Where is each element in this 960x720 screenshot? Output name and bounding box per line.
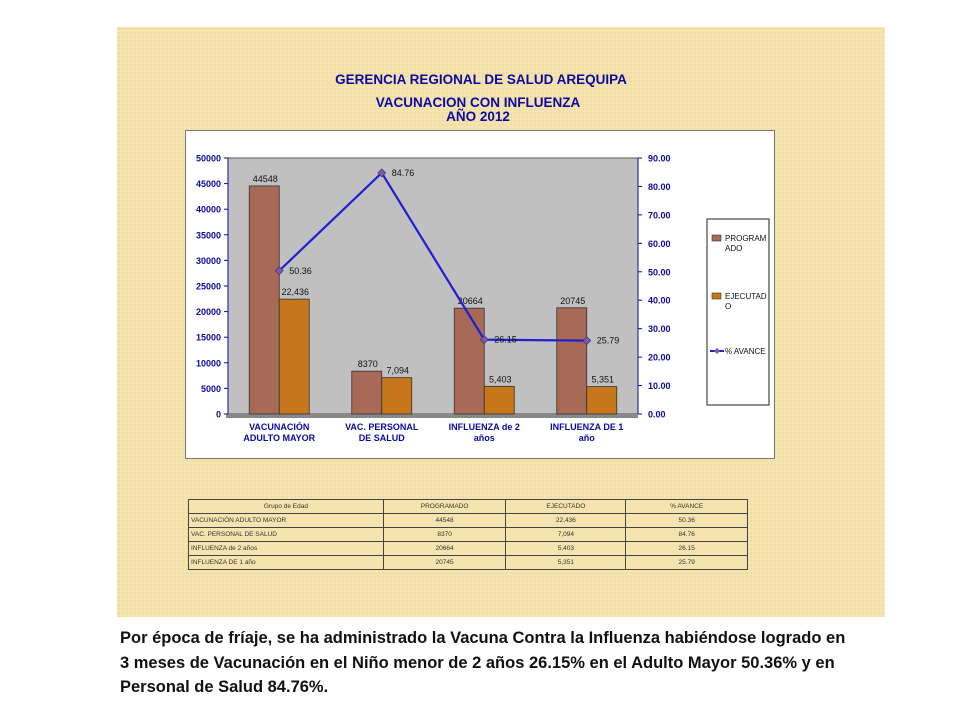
x-axis-category-label: DE SALUD xyxy=(358,433,405,443)
x-axis-category-label: INFLUENZA de 2 xyxy=(448,422,520,432)
left-axis-tick-label: 25000 xyxy=(195,281,221,292)
left-axis-tick-label: 35000 xyxy=(195,230,221,241)
left-axis-tick-label: 50000 xyxy=(195,153,221,164)
table-cell: 20745 xyxy=(383,556,505,570)
bar-programado xyxy=(352,371,382,414)
bar-value-label: 8370 xyxy=(357,359,378,370)
legend-swatch xyxy=(712,235,721,241)
table-cell: 44548 xyxy=(383,514,505,528)
table-cell: INFLUENZA de 2 años xyxy=(189,542,384,556)
table-cell: INFLUENZA DE 1 año xyxy=(189,556,384,570)
data-table xyxy=(188,499,748,570)
line-value-label: 26.15 xyxy=(494,334,517,345)
right-axis-tick-label: 80.00 xyxy=(648,181,671,192)
chart-title: GERENCIA REGIONAL DE SALUD AREQUIPA xyxy=(335,72,627,87)
table-cell: 50.36 xyxy=(626,514,748,528)
legend-label: ADO xyxy=(725,244,743,253)
bar-ejecutado xyxy=(279,299,309,414)
legend-label: % AVANCE xyxy=(725,347,766,356)
bar-value-label: 5,351 xyxy=(591,374,615,385)
bar-value-label: 44548 xyxy=(252,173,278,184)
left-axis-tick-label: 15000 xyxy=(195,332,221,343)
left-axis-tick-label: 40000 xyxy=(195,204,221,215)
table-cell: 84.76 xyxy=(626,528,748,542)
table-row xyxy=(189,514,748,528)
bar-ejecutado xyxy=(484,386,514,414)
bar-programado xyxy=(454,308,484,414)
bar-programado xyxy=(249,186,279,414)
bar-value-label: 20745 xyxy=(560,295,586,306)
table-header-cell: Grupo de Edad xyxy=(189,500,384,514)
table-cell: VACUNACIÓN ADULTO MAYOR xyxy=(189,514,384,528)
table-cell: 5,403 xyxy=(506,542,626,556)
bar-value-label: 22,436 xyxy=(281,287,310,298)
left-axis-tick-label: 45000 xyxy=(195,179,221,190)
bar-ejecutado xyxy=(587,387,617,414)
x-axis-category-label: VAC. PERSONAL xyxy=(345,422,419,432)
chart-subtitle-line-2: AÑO 2012 xyxy=(446,109,510,124)
legend-label: EJECUTAD xyxy=(725,292,767,301)
right-axis-tick-label: 10.00 xyxy=(648,381,671,392)
right-axis-tick-label: 90.00 xyxy=(648,153,671,164)
table-row xyxy=(189,528,748,542)
legend-swatch xyxy=(712,293,721,299)
chart-area xyxy=(185,130,775,459)
slide-panel xyxy=(117,27,885,617)
right-axis-tick-label: 50.00 xyxy=(648,267,671,278)
bar-ejecutado xyxy=(382,378,412,414)
table-row xyxy=(189,542,748,556)
right-axis-tick-label: 40.00 xyxy=(648,295,671,306)
table-row xyxy=(189,556,748,570)
table-header-cell: PROGRAMADO xyxy=(383,500,505,514)
legend-label: PROGRAM xyxy=(725,234,767,243)
x-axis-category-label: año xyxy=(578,433,595,443)
x-axis-category-label: ADULTO MAYOR xyxy=(243,433,316,443)
left-axis-tick-label: 30000 xyxy=(195,255,221,266)
left-axis-tick-label: 20000 xyxy=(195,307,221,318)
bar-value-label: 5,403 xyxy=(488,374,512,385)
right-axis-tick-label: 70.00 xyxy=(648,210,671,221)
table-cell: 22,436 xyxy=(506,514,626,528)
line-value-label: 84.76 xyxy=(391,167,415,178)
chart-subtitle-line-1: VACUNACION CON INFLUENZA xyxy=(375,95,581,110)
table-cell: VAC. PERSONAL DE SALUD xyxy=(189,528,384,542)
right-axis-tick-label: 30.00 xyxy=(648,324,671,335)
table-cell: 20664 xyxy=(383,542,505,556)
right-axis-tick-label: 20.00 xyxy=(648,352,671,363)
bar-programado xyxy=(557,308,587,414)
table-header-row xyxy=(189,500,748,514)
legend-label: O xyxy=(725,302,732,311)
bar-value-label: 20664 xyxy=(457,296,483,307)
table-header-cell: EJECUTADO xyxy=(506,500,626,514)
x-axis-category-label: VACUNACIÓN xyxy=(249,422,310,432)
table-cell: 26.15 xyxy=(626,542,748,556)
table-header-cell: % AVANCE xyxy=(626,500,748,514)
right-axis-tick-label: 0.00 xyxy=(648,409,666,420)
left-axis-tick-label: 10000 xyxy=(195,358,221,369)
bar-value-label: 7,094 xyxy=(386,365,410,376)
line-value-label: 50.36 xyxy=(289,265,312,276)
x-axis-category-label: INFLUENZA DE 1 xyxy=(550,422,624,432)
right-axis-tick-label: 60.00 xyxy=(648,238,671,249)
table-cell: 7,094 xyxy=(506,528,626,542)
left-axis-tick-label: 5000 xyxy=(200,383,221,394)
table-cell: 8370 xyxy=(383,528,505,542)
left-axis-tick-label: 0 xyxy=(215,409,221,420)
table-cell: 5,351 xyxy=(506,556,626,570)
x-axis-category-label: años xyxy=(473,433,495,443)
table-cell: 25.79 xyxy=(626,556,748,570)
plot-floor xyxy=(226,414,638,418)
combo-chart xyxy=(186,131,774,458)
caption-text: Por época de fríaje, se ha administrado la Vacuna Contra la Influenza habiéndose logrado en 3 meses de Vacunación en el Niño menor de 2 años 26.15% en el Adulto Mayor 50.36% y en Personal de Salud 84.76%. xyxy=(120,629,846,696)
line-value-label: 25.79 xyxy=(596,335,620,346)
